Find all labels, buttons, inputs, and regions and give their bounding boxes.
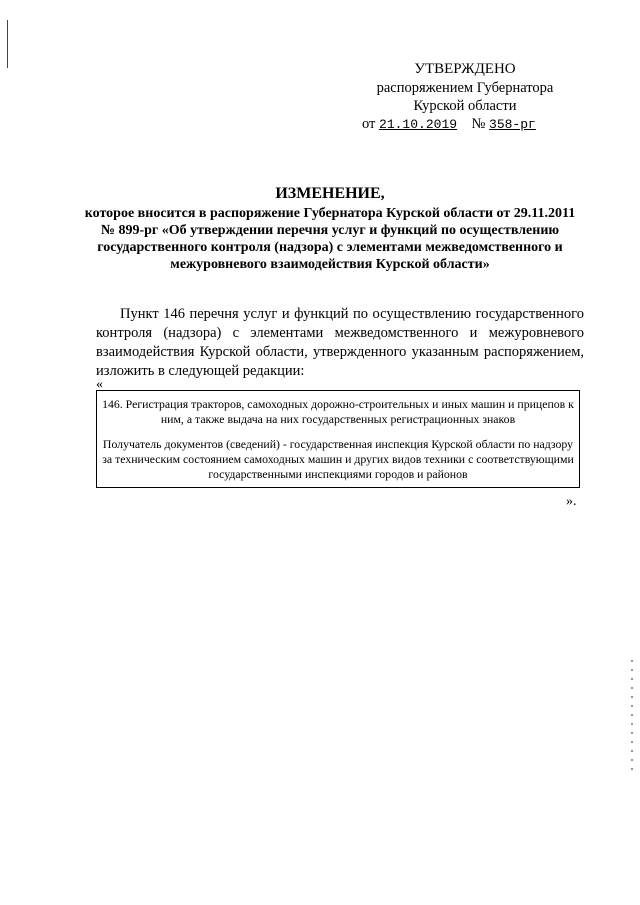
number-prefix: № [471, 116, 486, 132]
scan-margin-marks [631, 660, 633, 770]
amended-item-table [96, 390, 580, 488]
date-prefix: от [362, 116, 376, 132]
quote-open: « [96, 377, 103, 392]
approval-date-line [340, 115, 590, 134]
approval-number: 358-рг [489, 117, 536, 132]
body-text [96, 305, 584, 381]
approval-heading: УТВЕРЖДЕНО [414, 61, 516, 77]
title-subtitle: которое вносится в распоряжение Губернатора Курской области от 29.11.2011 № 899-рг «Об утверждении перечня услуг и функций по осуществлению государственного контроля (надзора) с элементами межведомственного и межуровневого взаимодействия Курской области» [84, 206, 576, 272]
table-row-recipient: Получатель документов (сведений) - государственная инспекция Курской области по надзору за техническим состоянием самоходных машин и других видов техники с соответствующими государственными инспекциями городов и районов [102, 437, 574, 481]
document-title [80, 185, 580, 273]
approval-date: 21.10.2019 [379, 117, 458, 132]
scan-edge-line [7, 20, 8, 68]
title-main: ИЗМЕНЕНИЕ, [275, 185, 385, 202]
approval-line-2: Курской области [413, 98, 517, 114]
approval-line-1: распоряжением Губернатора [376, 80, 554, 96]
quote-close: ». [566, 494, 577, 509]
table-row-item: 146. Регистрация тракторов, самоходных дорожно-строительных и иных машин и прицепов к ним, а также выдача на них государственных регистрационных знаков [102, 397, 574, 426]
approval-stamp [340, 60, 590, 134]
body-paragraph: Пункт 146 перечня услуг и функций по осуществлению государственного контроля (надзора) с элементами межведомственного и межуровневого взаимодействия Курской области, утвержденного указанным распоряжением, изложить в следующей редакции: [96, 306, 584, 379]
